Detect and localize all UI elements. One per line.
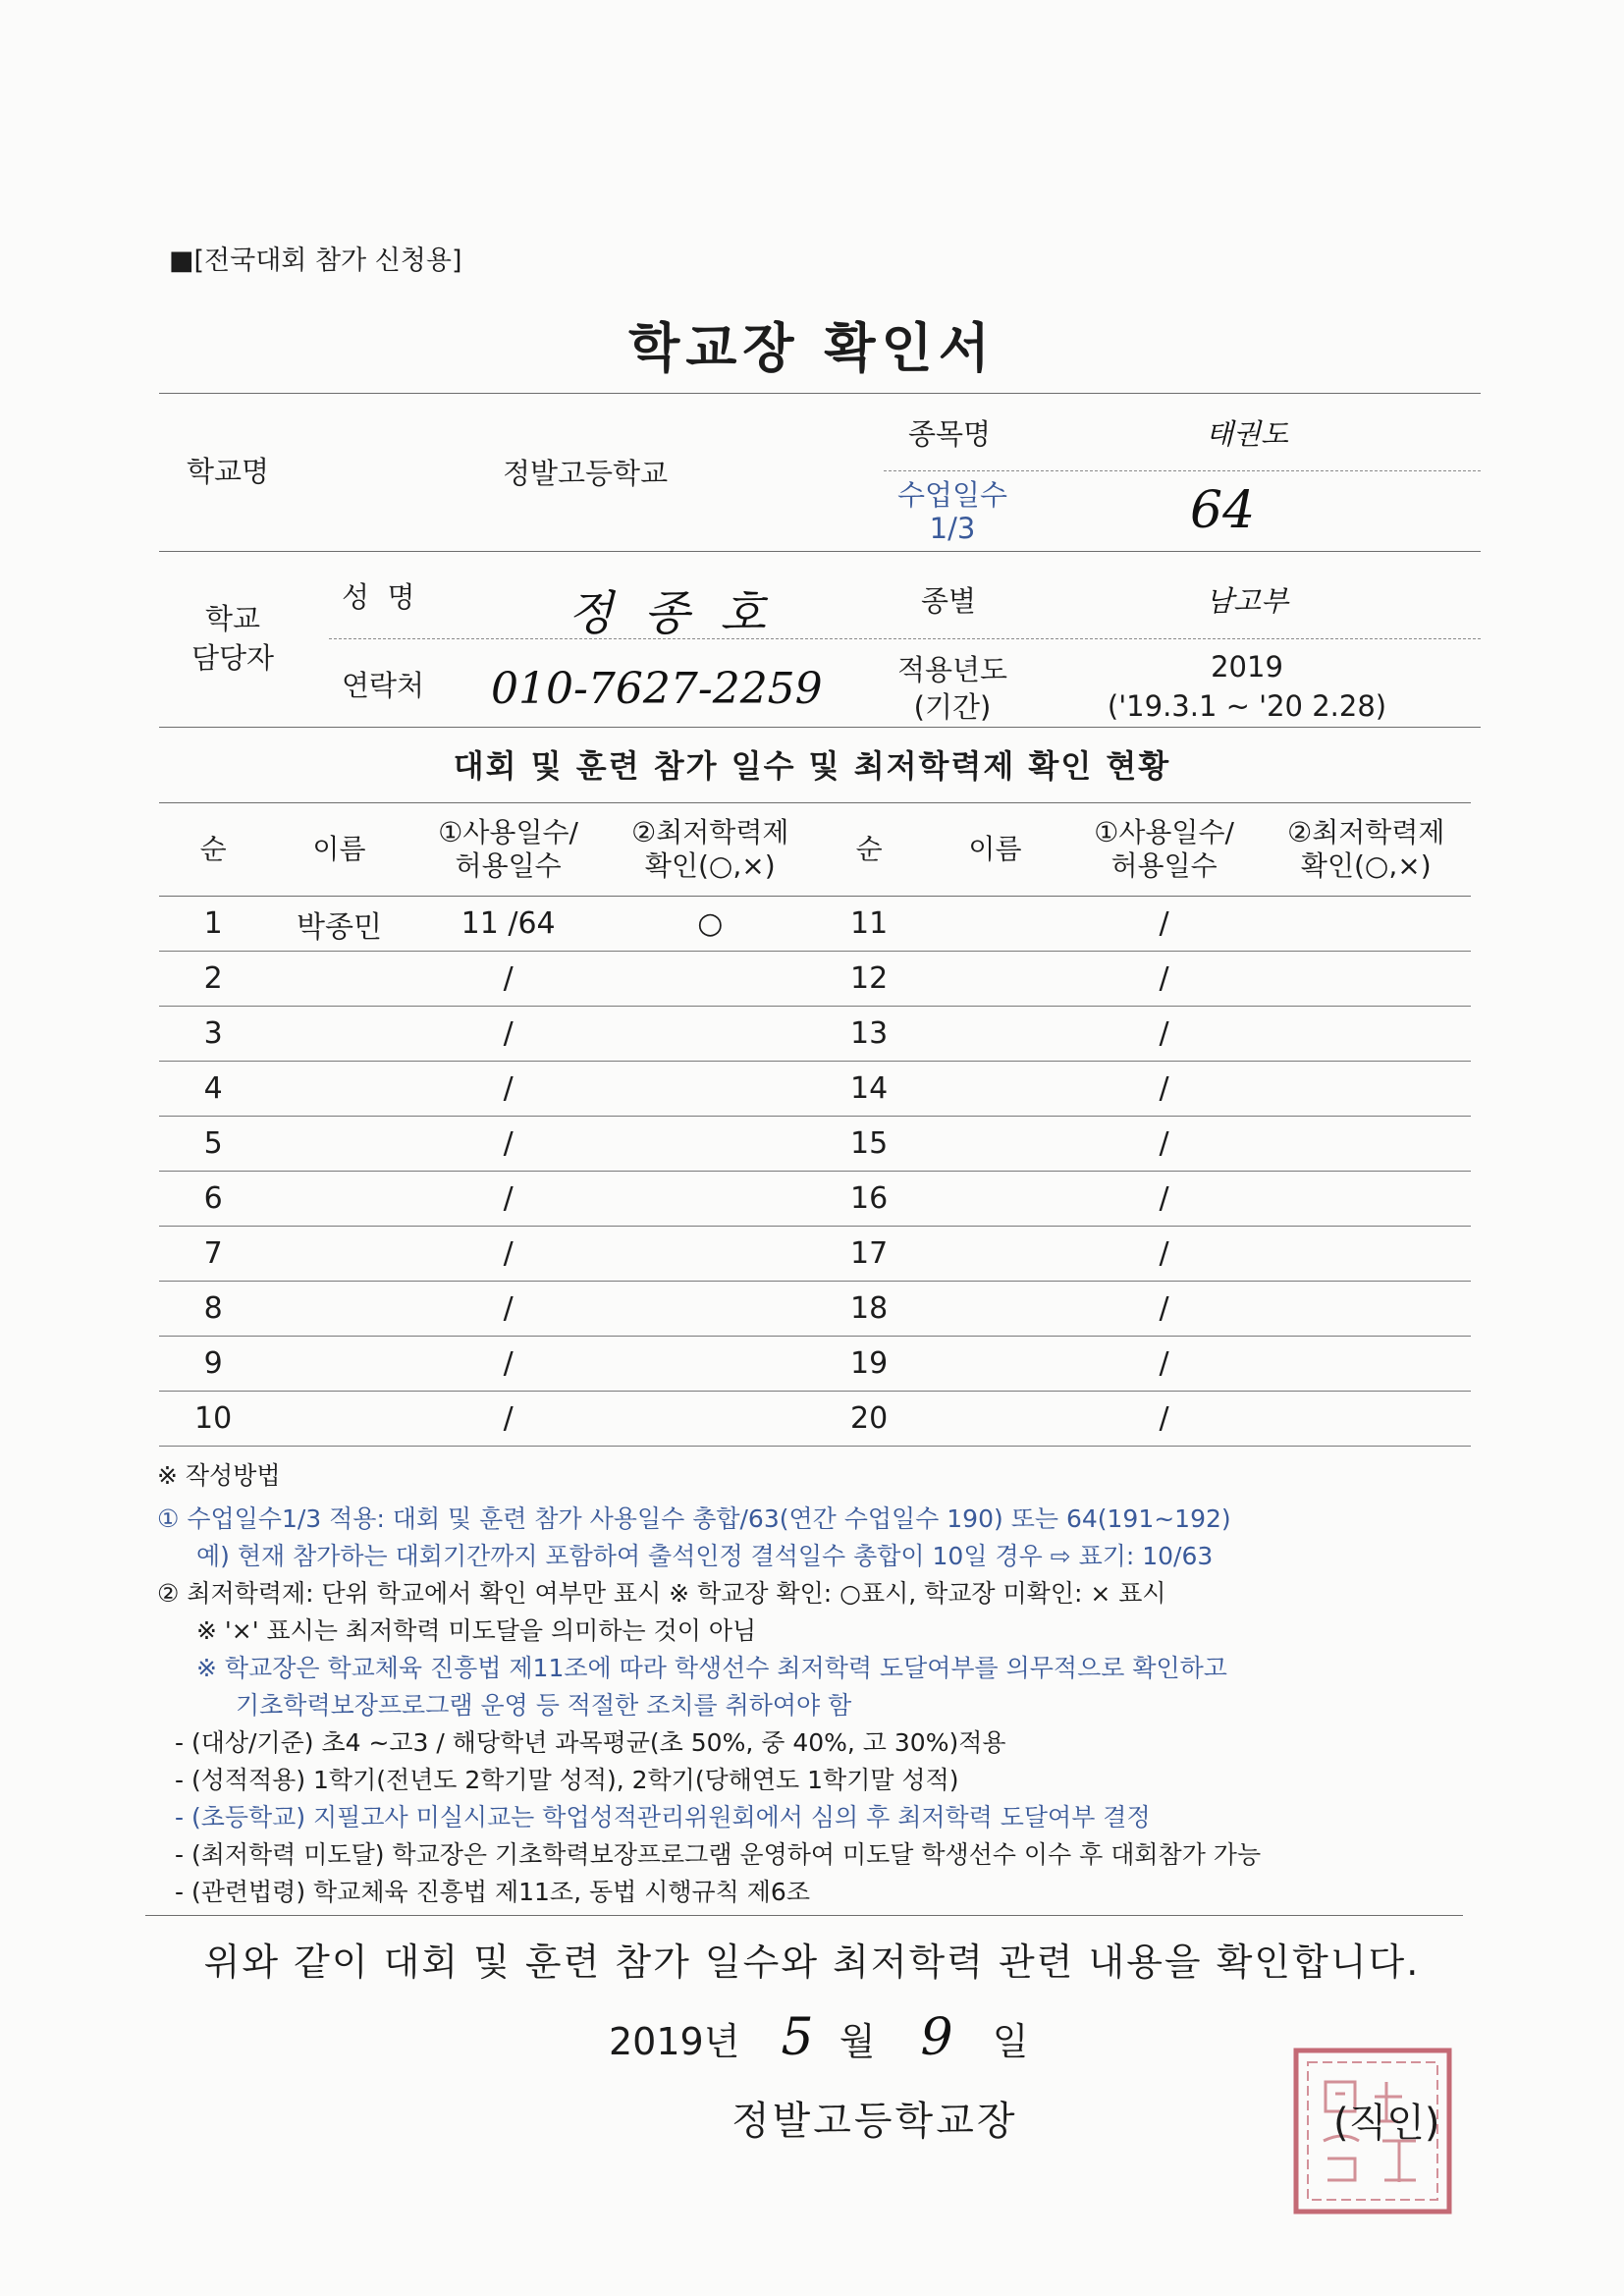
cell-min-academic (606, 1172, 815, 1227)
cell-no: 5 (159, 1117, 267, 1172)
table-row (159, 1282, 1471, 1337)
cell-min-academic (1262, 952, 1471, 1007)
manager-label-2: 담당자 (190, 641, 275, 675)
cell-min-academic (1262, 1227, 1471, 1282)
cell-used-days: / (1067, 1172, 1262, 1227)
cell-min-academic (606, 1337, 815, 1392)
cell-name (267, 1227, 410, 1282)
name-label: 성 명 (342, 580, 415, 614)
manager-label: 학교 (204, 602, 261, 635)
instruction-line: ※ 학교장은 학교체육 진흥법 제11조에 따라 학생선수 최저학력 도달여부를 의무적으로 확인하고 (196, 1654, 1227, 1682)
event-value: 태권도 (1206, 417, 1289, 451)
cell-name (267, 1337, 410, 1392)
cell-no: 6 (159, 1172, 267, 1227)
cell-used-days: / (411, 952, 606, 1007)
table-row (159, 1337, 1471, 1392)
table-row (159, 897, 1471, 952)
info-divider (329, 638, 1481, 639)
school-name-value: 정발고등학교 (503, 457, 669, 490)
cell-used-days: / (1067, 952, 1262, 1007)
cell-name (923, 1337, 1066, 1392)
cell-used-days: / (1067, 1392, 1262, 1447)
school-days-value: 64 (1190, 481, 1256, 540)
instruction-line: - (초등학교) 지필고사 미실시교는 학업성적관리위원회에서 심의 후 최저학력 도달여부 결정 (175, 1803, 1151, 1831)
cell-name (923, 952, 1066, 1007)
event-label: 종목명 (908, 417, 992, 451)
header-used-days: ①사용일수/ 허용일수 (411, 803, 606, 897)
cell-used-days: / (1067, 1117, 1262, 1172)
contact-value: 010-7627-2259 (491, 664, 823, 714)
date-year: 2019년 (609, 2020, 740, 2063)
instruction-line: 기초학력보장프로그램 운영 등 적절한 조치를 취하여야 함 (236, 1691, 852, 1720)
cell-used-days: / (1067, 1062, 1262, 1117)
instruction-line: - (최저학력 미도달) 학교장은 기초학력보장프로그램 운영하여 미도달 학생선수 이수 후 대회참가 가능 (175, 1840, 1262, 1869)
cell-no: 7 (159, 1227, 267, 1282)
cell-name (267, 1172, 410, 1227)
division-label: 종별 (921, 584, 977, 618)
cell-name (923, 1392, 1066, 1447)
info-top-rule (159, 393, 1481, 394)
header-name: 이름 (923, 803, 1066, 897)
table-row (159, 1227, 1471, 1282)
cell-min-academic (606, 1282, 815, 1337)
table-row (159, 1007, 1471, 1062)
table-row (159, 1062, 1471, 1117)
header-min-academic: ②최저학력제 확인(○,×) (1262, 803, 1471, 897)
cell-name (267, 1007, 410, 1062)
instructions-heading: ※ 작성방법 (157, 1461, 281, 1490)
cell-used-days: / (1067, 1007, 1262, 1062)
principal-title: 정발고등학교장 (731, 2099, 1018, 2144)
year-period-value: ('19.3.1 ~ '20 2.28) (1107, 689, 1387, 723)
instruction-line: - (관련법령) 학교체육 진흥법 제11조, 동법 시행규칙 제6조 (175, 1878, 810, 1906)
contact-label: 연락처 (342, 669, 425, 702)
instruction-line: ② 최저학력제: 단위 학교에서 확인 여부만 표시 ※ 학교장 확인: ○표시, 학교장 미확인: × 표시 (157, 1579, 1166, 1608)
table-row (159, 1117, 1471, 1172)
cell-no: 1 (159, 897, 267, 952)
year-period-label: (기간) (913, 690, 992, 724)
cell-min-academic (606, 1117, 815, 1172)
cell-used-days: / (411, 1062, 606, 1117)
section-title: 대회 및 훈련 참가 일수 및 최저학력제 확인 현황 (453, 747, 1171, 785)
cell-no: 3 (159, 1007, 267, 1062)
cell-used-days: / (411, 1392, 606, 1447)
instruction-line: 예) 현재 참가하는 대회기간까지 포함하여 출석인정 결석일수 총합이 10일 경우 ⇨ 표기: 10/63 (196, 1542, 1214, 1570)
cell-used-days: / (1067, 1227, 1262, 1282)
cell-min-academic (1262, 1172, 1471, 1227)
header-no: 순 (815, 803, 923, 897)
date-month: 5 (781, 2008, 814, 2067)
document-title: 학교장 확인서 (628, 317, 996, 379)
cell-no: 13 (815, 1007, 923, 1062)
cell-no: 15 (815, 1117, 923, 1172)
cell-name (267, 952, 410, 1007)
cell-used-days: / (1067, 897, 1262, 952)
cell-min-academic (606, 1007, 815, 1062)
cell-no: 19 (815, 1337, 923, 1392)
info-divider (884, 470, 1481, 471)
cell-name: 박종민 (267, 897, 410, 952)
school-name-label: 학교명 (187, 455, 270, 488)
school-days-ratio-label: 1/3 (929, 512, 976, 545)
header-min-academic: ②최저학력제 확인(○,×) (606, 803, 815, 897)
instruction-line: ※ '×' 표시는 최저학력 미도달을 의미하는 것이 아님 (196, 1616, 757, 1645)
year-value: 2019 (1211, 650, 1283, 683)
cell-name (923, 1172, 1066, 1227)
cell-used-days: / (411, 1282, 606, 1337)
cell-used-days: / (411, 1117, 606, 1172)
form-type-label: ■[전국대회 참가 신청용] (169, 246, 462, 276)
cell-no: 2 (159, 952, 267, 1007)
cell-min-academic: ○ (606, 897, 815, 952)
cell-no: 9 (159, 1337, 267, 1392)
instruction-line: - (성적적용) 1학기(전년도 2학기말 성적), 2학기(당해연도 1학기말 성적) (175, 1766, 959, 1794)
cell-used-days: / (411, 1337, 606, 1392)
seal-label: (직인) (1333, 2101, 1440, 2146)
header-name: 이름 (267, 803, 410, 897)
cell-name (267, 1392, 410, 1447)
cell-no: 12 (815, 952, 923, 1007)
table-row (159, 1172, 1471, 1227)
header-no: 순 (159, 803, 267, 897)
cell-no: 10 (159, 1392, 267, 1447)
cell-name (923, 1117, 1066, 1172)
cell-min-academic (1262, 1392, 1471, 1447)
table-header-row (159, 803, 1471, 897)
cell-min-academic (1262, 1337, 1471, 1392)
cell-min-academic (1262, 1062, 1471, 1117)
day-unit: 일 (992, 2020, 1029, 2063)
info-middle-rule (159, 551, 1481, 552)
table-row (159, 1392, 1471, 1447)
confirmation-statement: 위와 같이 대회 및 훈련 참가 일수와 최저학력 관련 내용을 확인합니다. (203, 1941, 1421, 1984)
participation-table (159, 803, 1471, 1447)
cell-name (923, 897, 1066, 952)
header-used-days: ①사용일수/ 허용일수 (1067, 803, 1262, 897)
instruction-line: ① 수업일수1/3 적용: 대회 및 훈련 참가 사용일수 총합/63(연간 수업일수 190) 또는 64(191~192) (157, 1504, 1231, 1533)
cell-name (267, 1282, 410, 1337)
cell-no: 4 (159, 1062, 267, 1117)
cell-name (923, 1062, 1066, 1117)
cell-used-days: / (1067, 1282, 1262, 1337)
cell-no: 8 (159, 1282, 267, 1337)
year-label: 적용년도 (896, 653, 1008, 686)
cell-used-days: / (411, 1007, 606, 1062)
cell-name (923, 1007, 1066, 1062)
cell-no: 20 (815, 1392, 923, 1447)
cell-no: 16 (815, 1172, 923, 1227)
cell-no: 11 (815, 897, 923, 952)
issue-date (609, 2008, 1028, 2067)
cell-no: 17 (815, 1227, 923, 1282)
cell-min-academic (1262, 897, 1471, 952)
month-unit: 월 (839, 2020, 876, 2063)
school-days-label: 수업일수 (896, 478, 1008, 512)
cell-min-academic (606, 1062, 815, 1117)
manager-name-value: 정 종 호 (568, 586, 774, 641)
division-value: 남고부 (1206, 584, 1289, 618)
cell-min-academic (606, 952, 815, 1007)
cell-used-days: 11 /64 (411, 897, 606, 952)
cell-no: 18 (815, 1282, 923, 1337)
info-bottom-rule (159, 727, 1481, 728)
cell-min-academic (1262, 1117, 1471, 1172)
date-day: 9 (920, 2008, 953, 2067)
cell-min-academic (1262, 1007, 1471, 1062)
cell-used-days: / (411, 1172, 606, 1227)
instruction-line: - (대상/기준) 초4 ~고3 / 해당학년 과목평균(초 50%, 중 40%, 고 30%)적용 (175, 1728, 1006, 1757)
cell-used-days: / (411, 1227, 606, 1282)
cell-min-academic (1262, 1282, 1471, 1337)
cell-name (267, 1062, 410, 1117)
cell-used-days: / (1067, 1337, 1262, 1392)
cell-name (923, 1282, 1066, 1337)
notes-bottom-rule (145, 1915, 1463, 1916)
table-row (159, 952, 1471, 1007)
cell-name (923, 1227, 1066, 1282)
cell-min-academic (606, 1392, 815, 1447)
cell-min-academic (606, 1227, 815, 1282)
cell-name (267, 1117, 410, 1172)
cell-no: 14 (815, 1062, 923, 1117)
